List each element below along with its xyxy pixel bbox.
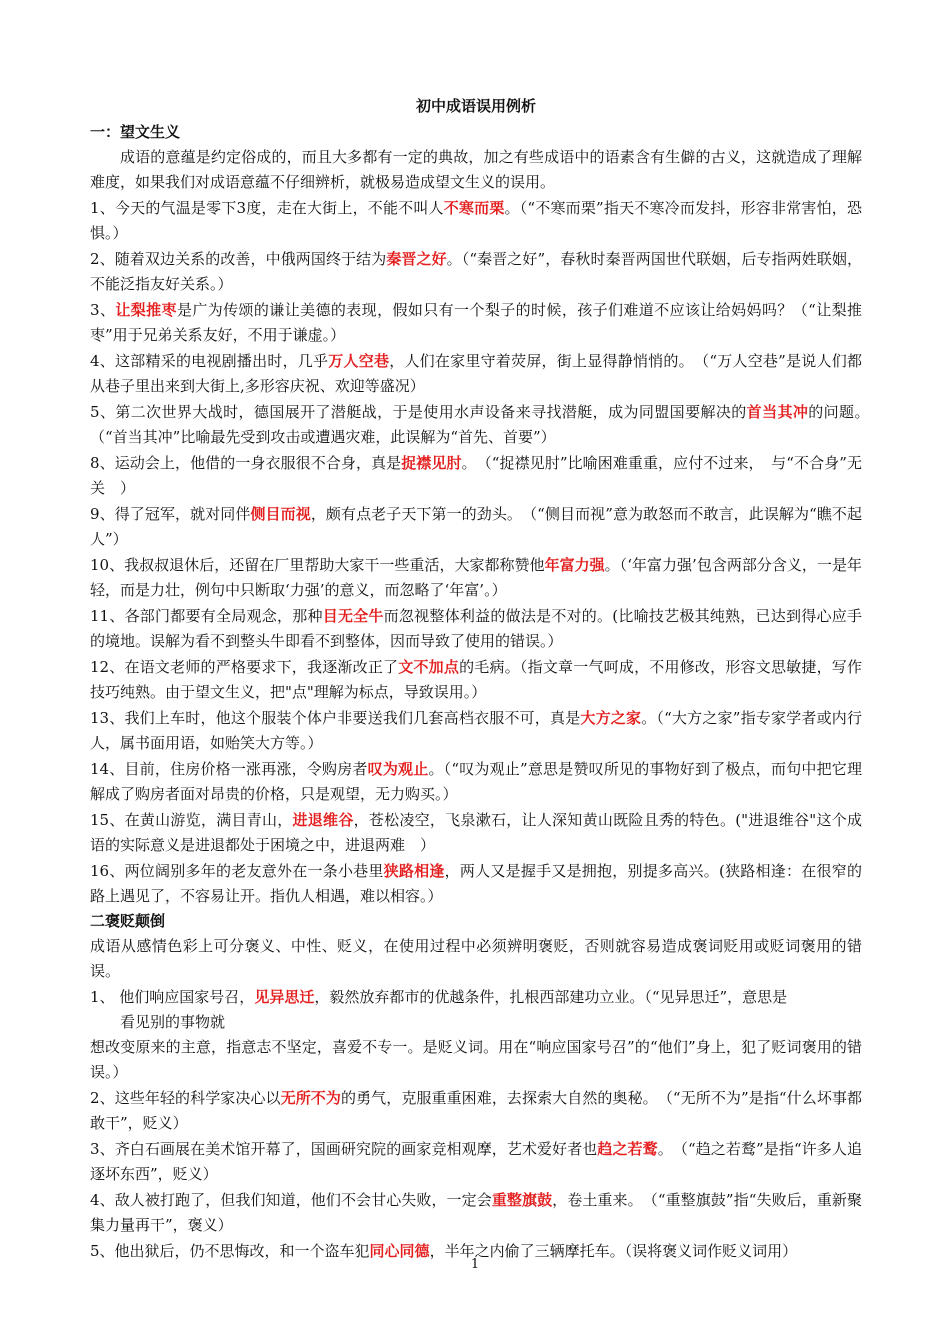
example-item: 12、在语文老师的严格要求下，我逐渐改正了文不加点的毛病。（指文章一气呵成，不用修改，形容文思敏捷，写作技巧纯熟。由于望文生义，把"点"理解为标点，导致误用。）	[90, 658, 862, 701]
idiom-highlight: 年富力强	[544, 556, 605, 574]
page-title: 初中成语误用例析	[415, 97, 536, 115]
idiom-highlight: 万人空巷	[328, 352, 390, 370]
example-item-continuation: 想改变原来的主意，指意志不坚定，喜爱不专一。是贬义词。用在“响应国家号召”的“他们”身上，犯了贬词褒用的错误。）	[90, 1038, 862, 1081]
example-item: 1、 他们响应国家号召，见异思迁，毅然放弃都市的优越条件，扎根西部建功立业。（“见异思迁”，意思是	[90, 988, 788, 1006]
idiom-highlight: 叹为观止	[367, 760, 429, 778]
idiom-highlight: 文不加点	[398, 658, 460, 676]
idiom-highlight: 狭路相逢	[383, 862, 445, 880]
example-item: 9、得了冠军，就对同伴侧目而视，颇有点老子天下第一的劲头。 （“侧目而视”意为敢怒而不敢言，此误解为“瞧不起人”）	[90, 505, 862, 548]
section-intro-2: 成语从感情色彩上可分褒义、中性、贬义，在使用过程中必须辨明褒贬，否则就容易造成褒词贬用或贬词褒用的错误。	[90, 937, 862, 980]
section-intro-1: 成语的意蕴是约定俗成的，而且大多都有一定的典故，加之有些成语中的语素含有生僻的古义，这就造成了理解难度，如果我们对成语意蕴不仔细辨析，就极易造成望文生义的误用。	[90, 148, 862, 191]
idiom-highlight: 让梨推枣	[115, 301, 177, 319]
idiom-highlight: 见异思迁	[254, 988, 315, 1006]
example-item: 4、这部精采的电视剧播出时，几乎万人空巷，人们在家里守着荧屏，街上显得静悄悄的。 （“万人空巷”是说人们都从巷子里出来到大街上,多形容庆祝、欢迎等盛况）	[90, 352, 863, 395]
section-heading-2: 二褒贬颠倒	[90, 912, 166, 930]
idiom-highlight: 无所不为	[280, 1089, 341, 1107]
idiom-highlight: 重整旗鼓	[491, 1191, 553, 1209]
example-item: 10、我叔叔退休后，还留在厂里帮助大家干一些重活，大家都称赞他年富力强。（‘年富力强’包含两部分含义，一是年轻，而是力壮，例句中只断取‘力强’的意义，而忽略了‘年富’。）	[90, 556, 862, 599]
idiom-highlight: 不寒而栗	[443, 199, 505, 217]
idiom-highlight: 大方之家	[580, 709, 642, 727]
example-item: 13、我们上车时，他这个服装个体户非要送我们几套高档衣服不可，真是大方之家。（“大方之家”指专家学者或内行人，属书面用语，如贻笑大方等。）	[90, 709, 862, 752]
example-item: 5、第二次世界大战时，德国展开了潜艇战，于是使用水声设备来寻找潜艇，成为同盟国要解决的首当其冲的问题。 （“首当其冲”比喻最先受到攻击或遭遇灾难，此误解为“首先、首要”）	[90, 403, 877, 446]
example-item: 14、目前，住房价格一涨再涨，令购房者叹为观止。（“叹为观止”意思是赞叹所见的事物好到了极点，而句中把它理解成了购房者面对昂贵的价格，只是观望，无力购买。）	[90, 760, 862, 803]
idiom-highlight: 趋之若鹜	[597, 1140, 658, 1158]
example-item: 5、他出狱后，仍不思悔改，和一个盗车犯同心同德，半年之内偷了三辆摩托车。（误将褒义词作贬义词用）	[90, 1242, 798, 1260]
example-item: 8、运动会上，他借的一身衣服很不合身，真是捉襟见肘。 （“捉襟见肘”比喻困难重重，应付不过来， 与“不合身”无关 ）	[90, 454, 862, 497]
example-item: 2、随着双边关系的改善，中俄两国终于结为秦晋之好。（“秦晋之好”，春秋时秦晋两国世代联姻，后专指两姓联姻，不能泛指友好关系。）	[90, 250, 862, 293]
example-item-hanging-line: 看见别的事物就	[120, 1013, 226, 1031]
example-item: 4、敌人被打跑了，但我们知道，他们不会甘心失败，一定会重整旗鼓，卷土重来。 （“重整旗鼓”指“失败后，重新聚集力量再干”，褒义）	[90, 1191, 862, 1234]
idiom-highlight: 进退维谷	[292, 811, 354, 829]
example-item: 2、这些年轻的科学家决心以无所不为的勇气，克服重重困难，去探索大自然的奥秘。 （“无所不为”是指“什么坏事都敢干”，贬义）	[90, 1089, 862, 1132]
page-number: 1	[470, 1257, 480, 1272]
example-item: 3、让梨推枣是广为传颂的谦让美德的表现，假如只有一个梨子的时候，孩子们难道不应该让给妈妈吗？（“让梨推枣”用于兄弟关系友好，不用于谦虚。）	[90, 301, 862, 344]
idiom-highlight: 秦晋之好	[386, 250, 447, 268]
idiom-highlight: 捉襟见肘	[401, 454, 462, 472]
idiom-highlight: 同心同德	[369, 1242, 430, 1260]
example-item: 3、齐白石画展在美术馆开幕了，国画研究院的画家竞相观摩，艺术爱好者也趋之若鹜。 （“趋之若鹜”是指“许多人追逐坏东西”，贬义）	[90, 1140, 862, 1183]
idiom-highlight: 首当其冲	[746, 403, 809, 421]
example-item: 11、各部门都要有全局观念，那种目无全牛而忽视整体利益的做法是不对的。(比喻技艺极其纯熟，已达到得心应手的境地。误解为看不到整头牛即看不到整体，因而导致了使用的错误。）	[90, 607, 862, 650]
idiom-highlight: 目无全牛	[322, 607, 384, 625]
idiom-highlight: 侧目而视	[250, 505, 311, 523]
example-item: 16、两位阔别多年的老友意外在一条小巷里狭路相逢，两人又是握手又是拥抱，别提多高兴。(狭路相逢：在很窄的路上遇见了，不容易让开。指仇人相遇，难以相容。）	[90, 862, 862, 905]
example-item: 15、在黄山游览，满目青山，进退维谷，苍松凌空，飞泉漱石，让人深知黄山既险且秀的特色。("进退维谷"这个成语的实际意义是进退都处于困境之中，进退两难 ）	[90, 811, 862, 854]
section-heading-1: 一：望文生义	[90, 123, 181, 141]
example-item: 1、今天的气温是零下3度，走在大街上，不能不叫人不寒而栗。（“不寒而栗”指天不寒冷而发抖，形容非常害怕，恐惧。）	[90, 199, 862, 242]
